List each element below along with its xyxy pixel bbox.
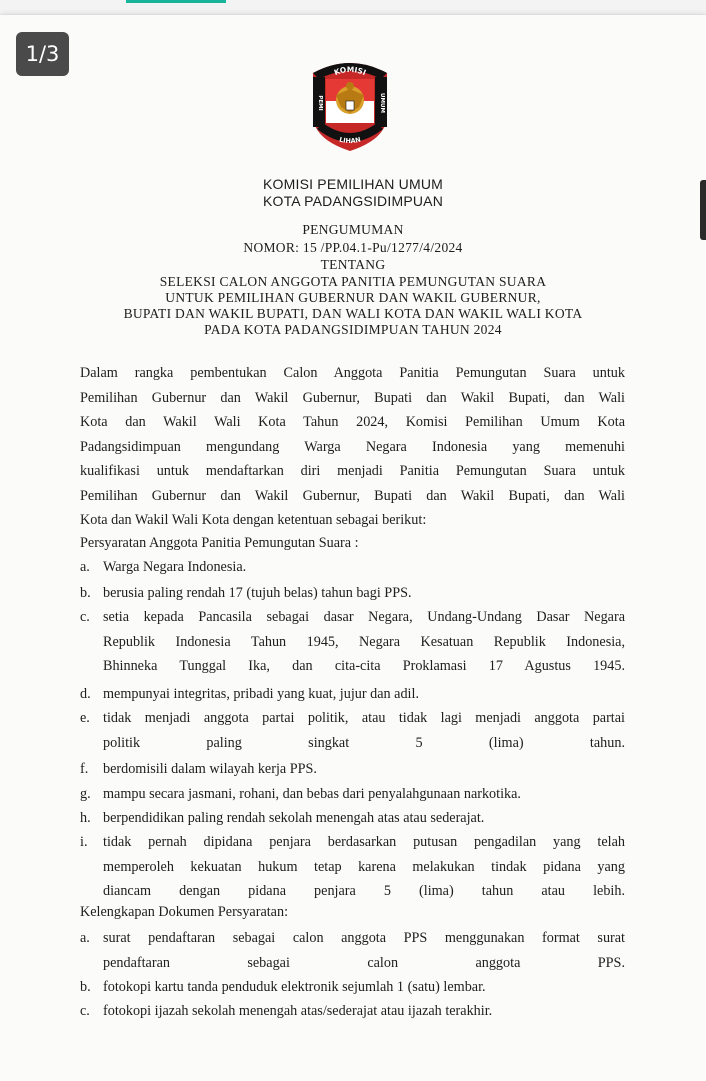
requirement-item <box>80 581 625 606</box>
item-line: Republik Indonesia Tahun 1945, Negara Kesatuan Republik Indonesia, <box>103 633 625 650</box>
intro-line: Kota dan Wakil Wali Kota dengan ketentuan sebagai berikut: <box>80 512 427 528</box>
item-line: fotokopi ijazah sekolah menengah atas/sederajat atau ijazah terakhir. <box>103 1003 493 1019</box>
logo-bottom-text: LIHAN <box>338 135 362 146</box>
list-marker: a. <box>80 930 90 946</box>
list-marker: c. <box>80 1003 90 1019</box>
item-line: setia kepada Pancasila sebagai dasar Negara, Undang-Undang Dasar Negara <box>103 609 625 625</box>
list-marker: h. <box>80 810 91 826</box>
intro-line: Dalam rangka pembentukan Calon Anggota Panitia Pemungutan Suara untuk <box>80 365 625 381</box>
logo-right-text: UMUM <box>379 93 385 113</box>
page-counter: 1/3 <box>16 32 69 76</box>
item-line: berdomisili dalam wilayah kerja PPS. <box>103 761 317 777</box>
requirement-item <box>80 782 625 807</box>
intro-line: Padangsidimpuan mengundang Warga Negara Indonesia yang memenuhi <box>80 438 625 455</box>
requirement-item <box>80 806 625 831</box>
list-marker: i. <box>80 834 88 850</box>
requirement-item <box>80 706 625 755</box>
item-line: diancam dengan pidana penjara 5 (lima) tahun atau lebih. <box>103 883 625 899</box>
announcement-tentang: TENTANG <box>320 257 386 272</box>
list-marker: f. <box>80 761 89 777</box>
item-line: mampu secara jasmani, rohani, dan bebas dari penyalahgunaan narkotika. <box>103 786 521 802</box>
item-line: tidak pernah dipidana penjara berdasarkan putusan pengadilan yang telah <box>103 834 625 850</box>
document-item <box>80 926 625 975</box>
item-line: Bhinneka Tunggal Ika, dan cita-cita Proklamasi 17 Agustus 1945. <box>103 658 625 674</box>
list-marker: g. <box>80 786 91 802</box>
announcement-label: PENGUMUMAN <box>302 222 404 237</box>
list-marker: b. <box>80 979 91 995</box>
announcement-title-line: PADA KOTA PADANGSIDIMPUAN TAHUN 2024 <box>204 322 502 337</box>
item-line: tidak menjadi anggota partai politik, atau tidak lagi menjadi anggota partai <box>103 710 625 726</box>
intro-paragraph <box>80 361 625 533</box>
announcement-title-line: SELEKSI CALON ANGGOTA PANITIA PEMUNGUTAN SUARA <box>159 274 547 289</box>
item-line: surat pendaftaran sebagai calon anggota PPS menggunakan format surat <box>103 930 625 946</box>
announcement-number: NOMOR: 15 /PP.04.1-Pu/1277/4/2024 <box>243 240 463 255</box>
kpu-logo-icon <box>307 55 393 153</box>
item-line: pendaftaran sebagai calon anggota PPS. <box>103 954 625 971</box>
requirement-item <box>80 555 625 580</box>
logo-top-text: KOMISI <box>332 64 368 78</box>
page-edge-shadow <box>700 180 706 240</box>
list-marker: a. <box>80 559 90 575</box>
intro-line: Pemilihan Gubernur dan Wakil Gubernur, Bupati dan Wakil Bupati, dan Wali <box>80 487 625 504</box>
requirement-item <box>80 682 625 707</box>
viewer-top-bar <box>0 0 706 14</box>
viewer-progress-indicator <box>126 0 226 3</box>
requirement-item <box>80 830 625 904</box>
intro-line: Pemilihan Gubernur dan Wakil Gubernur, Bupati dan Wakil Bupati, dan Wali <box>80 389 625 406</box>
org-city: KOTA PADANGSIDIMPUAN <box>262 193 444 209</box>
logo-left-text: PEMI <box>317 95 323 111</box>
list-marker: d. <box>80 686 91 702</box>
item-line: berpendidikan paling rendah sekolah menengah atas atau sederajat. <box>103 810 485 826</box>
announcement-title-line: BUPATI DAN WAKIL BUPATI, DAN WALI KOTA DAN WAKIL WALI KOTA <box>123 306 583 321</box>
list-marker: b. <box>80 585 91 601</box>
document-item <box>80 975 625 1000</box>
org-name: KOMISI PEMILIHAN UMUM <box>263 176 443 192</box>
item-line: berusia paling rendah 17 (tujuh belas) tahun bagi PPS. <box>103 585 412 601</box>
announcement-title-line: UNTUK PEMILIHAN GUBERNUR DAN WAKIL GUBERNUR, <box>165 290 541 305</box>
requirements-heading: Persyaratan Anggota Panitia Pemungutan Suara : <box>80 535 359 551</box>
item-line: Warga Negara Indonesia. <box>103 559 247 575</box>
requirement-item <box>80 605 625 679</box>
intro-line: Kota dan Wakil Wali Kota Tahun 2024, Komisi Pemilihan Umum Kota <box>80 414 625 430</box>
requirement-item <box>80 757 625 782</box>
document-item <box>80 999 625 1024</box>
intro-line: kualifikasi untuk mendaftarkan diri menjadi Panitia Pemungutan Suara untuk <box>80 463 625 479</box>
item-line: mempunyai integritas, pribadi yang kuat, jujur dan adil. <box>103 686 419 702</box>
item-line: memperoleh kekuatan hukum tetap karena melakukan tindak pidana yang <box>103 858 625 875</box>
item-line: fotokopi kartu tanda penduduk elektronik sejumlah 1 (satu) lembar. <box>103 979 486 995</box>
documents-heading: Kelengkapan Dokumen Persyaratan: <box>80 904 289 920</box>
item-line: politik paling singkat 5 (lima) tahun. <box>103 734 625 751</box>
list-marker: c. <box>80 609 90 625</box>
list-marker: e. <box>80 710 90 726</box>
